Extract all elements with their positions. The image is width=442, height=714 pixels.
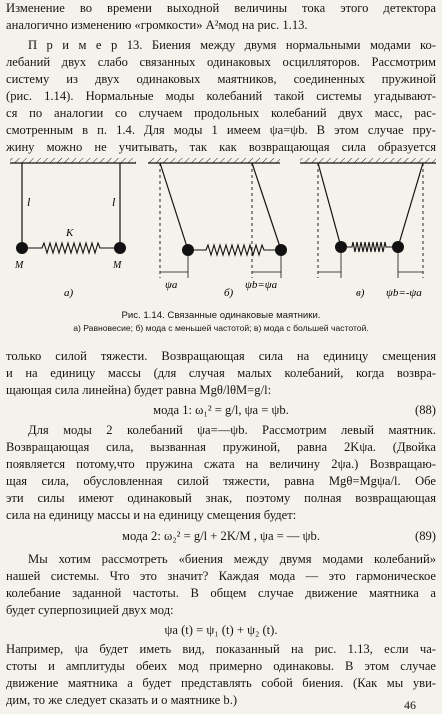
psi-b-label: ψb=ψa bbox=[245, 279, 278, 291]
text-line: систему из двух одинаковых маятников, соединенных пружиной bbox=[6, 72, 436, 86]
mass-label: M bbox=[15, 260, 24, 271]
text-line: П р и м е р 13. Биения между двумя нормальными модами ко- bbox=[28, 38, 436, 52]
panel-label: в) bbox=[356, 287, 365, 299]
panel-a-equilibrium bbox=[10, 158, 136, 299]
pendulum-mass bbox=[335, 241, 347, 253]
equation-number: (88) bbox=[415, 403, 436, 417]
text-line: Для моды 2 колебаний ψa=—ψb. Рассмотрим левый маятник. bbox=[28, 423, 436, 437]
text-line: Мы хотим рассмотреть «биения между двумя модами колебаний» bbox=[28, 552, 436, 566]
mass-label: M bbox=[113, 260, 122, 271]
figure-caption-title: Рис. 1.14. Связанные одинаковые маятники. bbox=[121, 310, 321, 321]
pendulum-rod bbox=[318, 163, 341, 247]
text-line: смотренным в п. 1.4. Для моды 1 имеем ψa=ψb. В этом случае пру- bbox=[6, 123, 436, 137]
pendulum-mass bbox=[16, 242, 28, 254]
text-line: движение маятника a будет представлять собой биения. (Как мы уви- bbox=[6, 676, 436, 690]
spring bbox=[194, 245, 275, 255]
panel-label: а) bbox=[64, 287, 74, 299]
text-line: и на единицу массы (для случая малых колебаний, когда возвра- bbox=[6, 366, 436, 380]
psi-b-label: ψb=-ψa bbox=[386, 287, 422, 299]
text-line: будет суперпозицией двух мод: bbox=[6, 603, 174, 617]
text-line: стоты и амплитуды обеих мод примерно одинаковы. В этом случае bbox=[6, 659, 436, 673]
pendulum-rod bbox=[160, 163, 188, 250]
equation-89: мода 2: ω₂² = g/l + 2K/M , ψa = — ψb. bbox=[121, 529, 321, 543]
length-label: l bbox=[112, 195, 116, 209]
text-line: Изменение во времени выходной величины тока этого детектора bbox=[6, 1, 436, 15]
ceiling bbox=[300, 158, 436, 163]
text-line: (рис. 1.14). Нормальные моды колебаний такой системы угадывают- bbox=[6, 89, 436, 103]
equation-88: мода 1: ω₁² = g/l, ψa = ψb. bbox=[153, 403, 289, 417]
text-line: Возвращающая сила, вызванная пружиной, равна 2Kψa. (Двойка bbox=[6, 440, 436, 454]
pendulum-mass bbox=[182, 244, 194, 256]
length-label: l bbox=[27, 195, 31, 209]
text-line: сила на единицу массы и на единицу смещения будет: bbox=[6, 508, 297, 522]
text-line: щая сила, обусловленная силой тяжести, равна Mgθ=Mgψa/l. Обе bbox=[6, 474, 436, 488]
pendulum-mass bbox=[275, 244, 287, 256]
pendulum-rod bbox=[252, 163, 281, 250]
figure-caption-detail: а) Равновесие; б) мода с меньшей частотой; в) мода с большей частотой. bbox=[73, 323, 369, 333]
panel-c-high-frequency-mode bbox=[300, 158, 436, 299]
ceiling bbox=[148, 158, 280, 163]
ceiling bbox=[10, 158, 136, 163]
text-line: нашей системы. Что это значит? Каждая мода — это гармоническое bbox=[6, 569, 436, 583]
text-line: лебаний двух слабо связанных одинаковых осцилляторов. Рассмотрим bbox=[6, 55, 436, 69]
psi-a-label: ψa bbox=[165, 279, 178, 291]
panel-label: б) bbox=[224, 287, 234, 299]
text-line: ся по аналогии со случаем продольных колебаний двух масс, рас- bbox=[6, 106, 436, 120]
compressed-spring bbox=[347, 242, 392, 252]
text-line: Например, ψa будет иметь вид, показанный на рис. 1.13, если ча- bbox=[6, 642, 436, 656]
panel-b-low-frequency-mode bbox=[148, 158, 287, 299]
figure-coupled-pendulums bbox=[0, 156, 442, 306]
pendulum-mass bbox=[392, 241, 404, 253]
text-line: только силой тяжести. Возвращающая сила на единицу смещения bbox=[6, 349, 436, 363]
text-line: аналогично изменению «громкости» A²мод на рис. 1.13. bbox=[6, 18, 308, 32]
text-line: жину можно не учитывать, так как возвращающая сила образуется bbox=[6, 140, 436, 154]
spring-label: K bbox=[66, 227, 74, 239]
spring bbox=[28, 243, 114, 253]
page-number: 46 bbox=[404, 698, 416, 712]
text-line: эти силы имеют одинаковый знак, поэтому полная возвращающая bbox=[6, 491, 436, 505]
text-line: появляется потому,что пружина сжата на величину 2ψa.) Возвращаю- bbox=[6, 457, 436, 471]
pendulum-mass bbox=[114, 242, 126, 254]
text-line: колебание заданной частоты. В общем случае движение маятника a bbox=[6, 586, 436, 600]
pendulum-rod bbox=[398, 163, 423, 247]
text-line: щающая сила линейна) будет равна Mgθ/lθM=g/l: bbox=[6, 383, 272, 397]
equation-number: (89) bbox=[415, 529, 436, 543]
equation-superposition: ψa (t) = ψ₁ (t) + ψ₂ (t). bbox=[164, 623, 278, 637]
text-line: дим, то же следует сказать и о маятнике b.) bbox=[6, 693, 238, 707]
